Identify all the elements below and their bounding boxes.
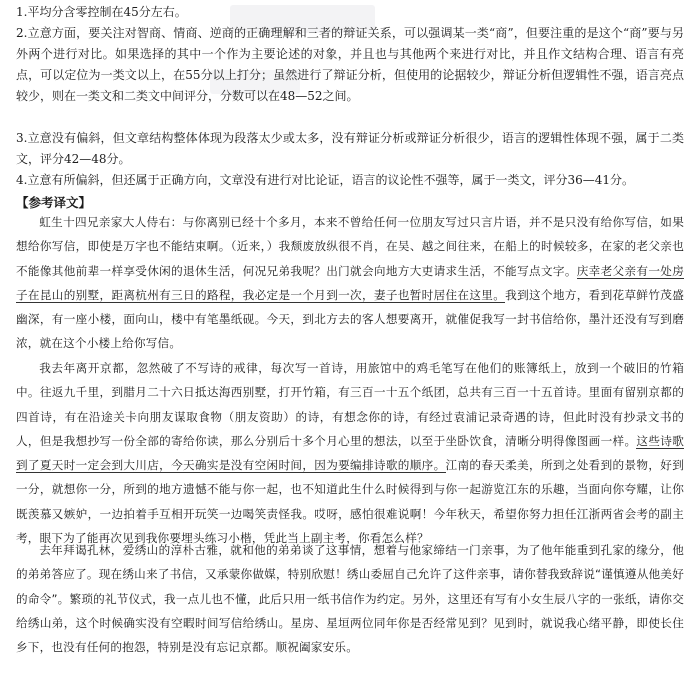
translation-heading: 【参考译文】 — [16, 195, 92, 210]
paragraph-text: 我去年离开京都，忽然破了不写诗的戒律，每次写一首诗，用旅馆中的鸡毛笔写在他们的账簿纸上，放到一个破旧的竹箱中。往返九千里，到腊月二十六日抵达海西别墅，打开竹箱，有三百一十五个纸团，总共有三百一十五首诗。里面有留别京都的四首诗，有在沿途关卡向朋友谋取食物（朋友资助）的诗，有想念你的诗，有经过袁浦记录奇遇的诗，但此时没有抄录文书的人，但是我想抄写一份全部的寄给你读，那么分别后十多个月心里的想法，以至于坐卧饮食，清晰分明得像图画一样。 — [16, 361, 684, 448]
grading-item-4: 4.立意有所偏斜，但还属于正确方向，文章没有进行对比论证，语言的议论性不强等，属于一类文，评分36—41分。 — [16, 173, 634, 187]
paragraph-text: 我到这个地方，看到花草鲜竹茂盛幽深，有一座小楼，面向山，楼中有笔墨纸砚。今天，到北方去的客人想要离开，就催促我写一封书信给你，墨汁还没有写到磨浓，就在这个小楼上给你写信。 — [16, 287, 684, 351]
grading-item-1: 1.平均分含零控制在45分左右。 — [16, 5, 187, 19]
translation-paragraph-2 — [16, 356, 684, 550]
paragraph-text: 虹生十四兄亲家大人侍右：与你离别已经十个多月，本来不曾给任何一位朋友写过只言片语，并不是只没有给你写信，如果想给你写信，即使是万字也不能结束啊。（近来，）我颓废放纵很不肖，在吴、越之间往来，在船上的时候较多，在家的老父亲也不能像其他前辈一样享受休闲的退休生活，何况兄弟我呢？出门就会向地方大吏请求生活，不能写点文字。 — [16, 215, 684, 278]
paragraph-text: 江南的春天柔美，所到之处看到的景物，好到一分，就想你一分，所到的地方遗憾不能与你一起，也不知道此生什么时候得到与你一起游览江东的乐趣，当面向你夸耀，让你既羡慕又嫉妒，一边拍着手互相开玩笑一边喝笑责怪我。哎呀，感怕很难说啊！今年秋天，希望你努力担任江浙两省会考的副主考，眼下为了能再次见到我你要埋头练习小楷，凭此当上副主考，你看怎么样？ — [16, 458, 684, 546]
translation-paragraph-3: 去年拜谒孔林，爱绣山的淳朴古雅，就和他的弟弟谈了这事情，想着与他家缔结一门亲事，为了他年能重到孔家的缘分，他的弟弟答应了。现在绣山来了书信，又承蒙你做媒，特别欣慰！绣山委屈自己允许了这件亲事，请你替我致辞说“谨慎遵从他美好的命令”。繁琐的礼节仪式，我一点儿也不懂，此后只用一纸书信作为约定。另外，这里还有写有小女生辰八字的一张纸，请你交给绣山弟，这个时候确实没有空暇时间写信给绣山。星房、星垣两位同年你是否经常见到？见到时，就说我心绪平静，即使长住乡下，也没有任何的抱怨，特别是没有忘记京都。顺祝阖家安乐。 — [16, 543, 684, 655]
translation-paragraph-1 — [16, 210, 684, 356]
grading-item-3: 3.立意没有偏斜，但文章结构整体体现为段落太少或太多，没有辩证分析或辩证分析很少，语言的逻辑性体现不强，属于二类文，评分42—48分。 — [16, 131, 684, 166]
grading-item-2: 2.立意方面，要关注对智商、情商、逆商的正确理解和三者的辩证关系，可以强调某一类“商”，但要注重的是这个“商”要与另外两个进行对比。如果选择的其中一个作为主要论述的对象，并且也与其他两个来进行对比，并且作文结构合理、语言有亮点，可以定位为一类文以上，在55分以上打分；虽然进行了辩证分析，但使用的论据较少，辩证分析但逻辑性不强，语言亮点较少，则在一类文和二类文中间评分，分数可以在48—52之间。 — [16, 26, 684, 103]
underlined-sentence: 这些诗歌到了夏天时一定会到大川店，今天确实是没有空闲时间，因为要编排诗歌的顺序。 — [16, 433, 684, 473]
underlined-sentence: 庆幸老父亲有一处房子在昆山的别墅，距离杭州有三日的路程，我必定是一个月到一次，妻子也暂时居住在这里。 — [16, 263, 684, 302]
